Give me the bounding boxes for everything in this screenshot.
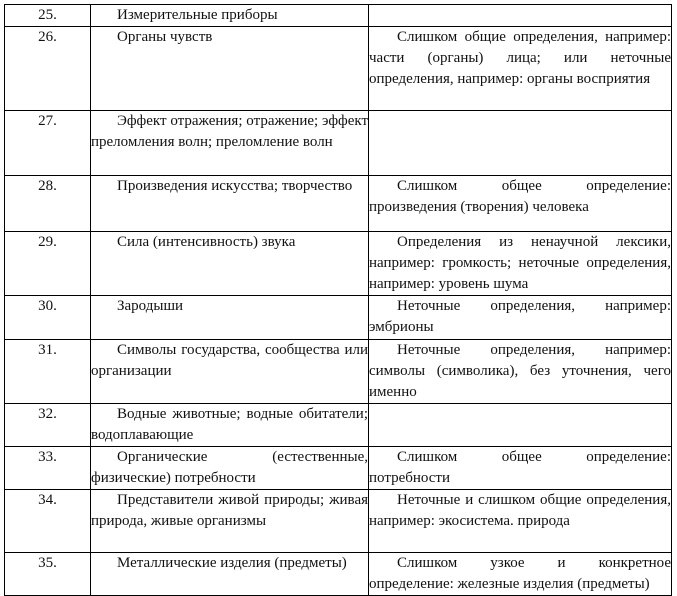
- table-row: [5, 296, 672, 340]
- row-number: 35.: [5, 553, 91, 596]
- term-cell: [91, 232, 369, 296]
- term-cell: [91, 296, 369, 340]
- row-number: 25.: [5, 5, 91, 27]
- table-row: [5, 490, 672, 553]
- note-cell: [369, 27, 672, 111]
- note-cell: [369, 232, 672, 296]
- table-row: [5, 447, 672, 490]
- table-row: [5, 176, 672, 232]
- term-text: Органические (естественные, физические) потребности: [91, 449, 368, 486]
- note-text: Определения из ненаучной лексики, например: громкость; неточные определения, например: уровень шума: [369, 234, 671, 292]
- note-cell: [369, 296, 672, 340]
- term-text: Символы государства, сообщества или организации: [91, 342, 368, 379]
- term-cell: [91, 553, 369, 596]
- table-row: [5, 27, 672, 111]
- term-text: Представители живой природы; живая природа, живые организмы: [91, 492, 368, 529]
- row-number: 28.: [5, 176, 91, 232]
- note-cell: [369, 340, 672, 404]
- note-text: Неточные и слишком общие определения, например: экосистема. природа: [369, 492, 671, 529]
- note-cell: [369, 490, 672, 553]
- note-text: Слишком узкое и конкретное определение: железные изделия (предметы): [369, 555, 671, 592]
- note-text: Слишком общее определение: потребности: [369, 449, 671, 486]
- table-row: [5, 5, 672, 27]
- note-cell: [369, 404, 672, 447]
- term-cell: [91, 176, 369, 232]
- term-text: Сила (интенсивность) звука: [117, 234, 296, 250]
- note-cell: [369, 111, 672, 176]
- row-number: 31.: [5, 340, 91, 404]
- row-number: 30.: [5, 296, 91, 340]
- term-cell: [91, 490, 369, 553]
- row-number: 26.: [5, 27, 91, 111]
- note-text: Слишком общие определения, например: части (органы) лица; или неточные определения, например: органы восприятия: [369, 29, 671, 87]
- term-text: Водные животные; водные обитатели; водоплавающие: [91, 406, 368, 443]
- table-row: [5, 553, 672, 596]
- row-number: 33.: [5, 447, 91, 490]
- term-cell: [91, 404, 369, 447]
- table-row: [5, 232, 672, 296]
- row-number: 32.: [5, 404, 91, 447]
- table-row: [5, 404, 672, 447]
- term-text: Органы чувств: [117, 29, 213, 45]
- row-number: 27.: [5, 111, 91, 176]
- note-cell: [369, 5, 672, 27]
- table-row: [5, 340, 672, 404]
- note-text: Неточные определения, например: эмбрионы: [369, 298, 671, 335]
- term-cell: [91, 5, 369, 27]
- note-text: Неточные определения, например: символы (символика), без уточнения, чего именно: [369, 342, 671, 400]
- term-cell: [91, 111, 369, 176]
- note-text: Слишком общее определение: произведения (творения) человека: [369, 178, 671, 215]
- table-row: [5, 111, 672, 176]
- term-text: Металлические изделия (предметы): [117, 555, 347, 571]
- row-number: 29.: [5, 232, 91, 296]
- note-cell: [369, 447, 672, 490]
- row-number: 34.: [5, 490, 91, 553]
- term-cell: [91, 27, 369, 111]
- term-text: Эффект отражения; отражение; эффект преломления волн; преломление волн: [91, 113, 368, 150]
- term-text: Зародыши: [117, 298, 184, 314]
- note-cell: [369, 553, 672, 596]
- definitions-table: [4, 4, 672, 596]
- term-cell: [91, 447, 369, 490]
- term-text: Произведения искусства; творчество: [117, 178, 353, 194]
- term-text: Измерительные приборы: [117, 7, 278, 23]
- term-cell: [91, 340, 369, 404]
- note-cell: [369, 176, 672, 232]
